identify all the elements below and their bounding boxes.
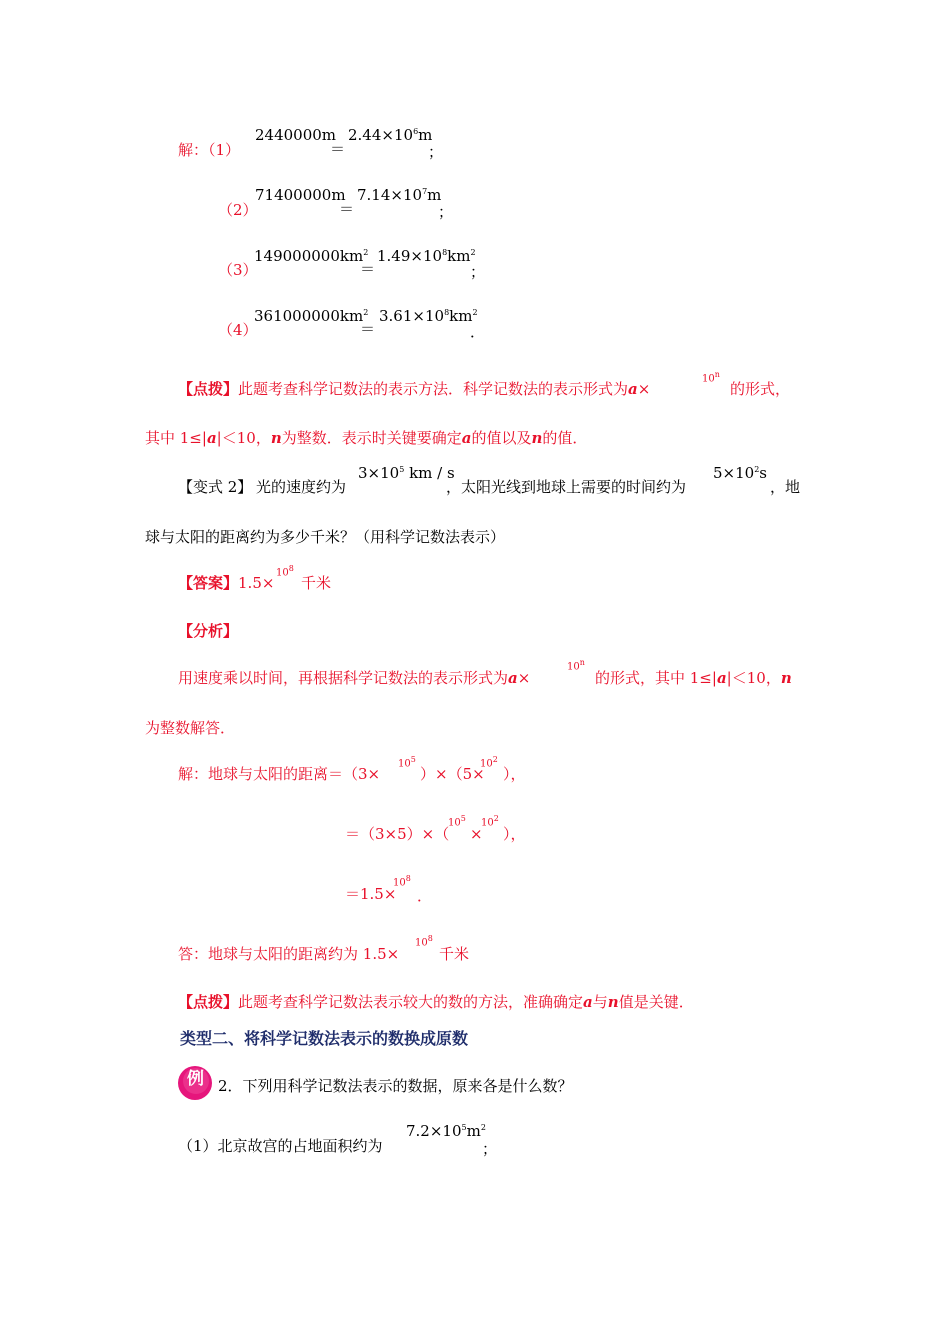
analysis-line1-end: 的形式，其中 1≤|a|＜10，n [595,669,792,687]
variant2-text2: ，太阳光线到地球上需要的时间约为 [446,478,687,496]
solution2-line3-end: ． [417,887,433,905]
solution-item4-right: $3.61\times 10^8km^2$ [379,307,478,325]
solution2-line1-end: ）， [503,765,526,783]
solution-item1-left: 2440000m [255,126,337,144]
solution2-line3-text: ＝1.5× [345,885,397,903]
solution-item2-right: $7.14\times 10^7m$ [357,186,442,204]
solution-item4-end: ． [470,323,486,341]
solution2-line1-text: 解：地球与太阳的距离＝（3× [178,765,381,783]
solution2-line3-pow: $10^8$ [393,874,411,889]
solution2-line2-text: ＝（3×5）×（ [345,825,450,843]
solution2-final-unit: 千米 [439,945,470,963]
example2-item1-text: （1）北京故宫的占地面积约为 [178,1137,383,1155]
solution-item2-left: 71400000m [255,186,346,204]
analysis-line2: 为整数解答． [145,719,236,737]
solution2-line2-pow1: $10^5$ [448,814,466,829]
solution-item2-label: （2） [218,201,258,219]
variant2-text3: ，地 [770,478,801,496]
solution-item3-label: （3） [218,261,258,279]
solution2-line1-pow1: $10^5$ [398,755,416,770]
solution-label: 解：（1） [178,141,241,159]
tip1-tag: 【点拨】 [178,380,239,398]
example-badge [176,1063,214,1101]
solution2-final-pow: $10^8$ [415,934,433,949]
variant2-text1: 光的速度约为 [256,478,347,496]
variant2-line2: 球与太阳的距离约为多少千米？（用科学记数法表示） [145,528,506,546]
solution2-line2-pow2: $10^2$ [481,814,499,829]
solution-item3-right: $1.49\times 10^8km^2$ [377,247,476,265]
tip1-text2: 的形式， [730,380,791,398]
solution-item2-end: ； [438,203,454,221]
solution-item1-end: ； [428,143,444,161]
tip2-line: 【点拨】此题考查科学记数法表示较大的数的方法，准确确定a与n值是关键． [178,993,694,1011]
solution-item1-eq: ＝ [330,140,346,158]
analysis-tag: 【分析】 [178,622,239,640]
solution2-line2-end: ）， [503,825,526,843]
variant2-time: $5\times 10^2s$ [713,464,767,482]
example2-item1-value: $7.2\times 10^5m^2$ [406,1122,486,1140]
example2-item1-end: ； [482,1140,498,1158]
analysis-pow: 10$^n$ [567,658,585,673]
solution2-line2-times: × [470,825,483,843]
answer-unit: 千米 [301,574,332,592]
section-title: 类型二、将科学记数法表示的数换成原数 [180,1029,469,1048]
answer-line: 【答案】1.5× [178,574,275,592]
solution2-line1-mid: ）×（5× [420,765,485,783]
tip1-pow: 10$^n$ [702,370,720,385]
solution-item1-right: $2.44\times 10^6m$ [348,126,433,144]
variant2-tag: 【变式 2】 [178,478,253,496]
solution2-line1-pow2: $10^2$ [480,755,498,770]
analysis-line1: 用速度乘以时间，再根据科学记数法的表示形式为a× [178,669,531,687]
solution2-final-text: 答：地球与太阳的距离约为 1.5× [178,945,400,963]
example-badge-label: 例 [187,1069,204,1089]
tip1-line2: 其中 1≤|a|＜10，n为整数．表示时关键要确定a的值以及n的值． [145,429,588,447]
solution-item3-end: ； [470,263,486,281]
solution-item3-eq: ＝ [360,260,376,278]
solution-item4-left: $361000000km^2$ [254,307,369,325]
solution-item2-eq: ＝ [339,200,355,218]
variant2-speed: $3\times 10^5$ km / s [358,464,455,482]
example2-question: 2．下列用科学记数法表示的数据，原来各是什么数？ [218,1077,573,1095]
solution-item4-eq: ＝ [360,320,376,338]
solution-item3-left: $149000000km^2$ [254,247,369,265]
solution-item4-label: （4） [218,321,258,339]
tip2-tag: 【点拨】 [178,993,239,1011]
answer-pow: $10^8$ [276,564,294,579]
tip1-line1: 【点拨】此题考查科学记数法的表示方法．科学记数法的表示形式为a× [178,380,651,398]
